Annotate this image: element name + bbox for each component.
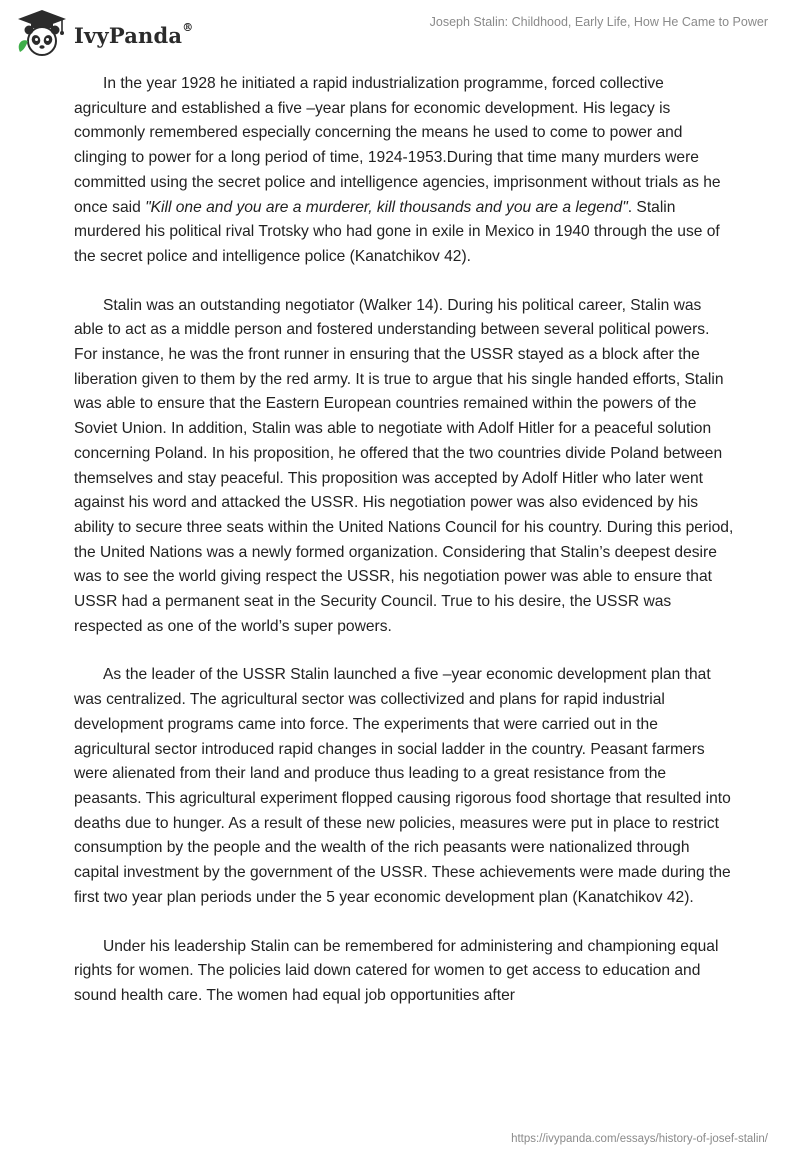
paragraph-1-text-end: . Stalin murdered his political rival Trotsky who had gone in exile in Mexico in 1940 through the use of the secret police and intelligence police (Kanatchikov 42). [74,198,720,265]
page-header [0,0,800,70]
document-title: Joseph Stalin: Childhood, Early Life, How He Came to Power [429,15,768,29]
paragraph-1-quote: "Kill one and you are a murderer, kill thousands and you are a legend" [145,198,628,216]
paragraph-2: Stalin was an outstanding negotiator (Walker 14). During his political career, Stalin was able to act as a middle person and fostered understanding between several political powers. For instance, he was the front runner in ensuring that the USSR stayed as a block after the liberation given to them by the red army. It is true to argue that his single handed efforts, Stalin was able to ensure that the Eastern European countries remained within the powers of the Soviet Union. In addition, Stalin was able to negotiate with Adolf Hitler for a peaceful solution concerning Poland. In his proposition, he offered that the two countries divide Poland between themselves and stay peaceful. This proposition was accepted by Adolf Hitler who later went against his word and attacked the USSR. His negotiation power was also evidenced by his ability to secure three seats within the United Nations Council for his country. During this period, the United Nations was a newly formed organization. Considering that Stalin’s deepest desire was to see the world giving respect the USSR, his negotiation power was able to ensure that USSR had a permanent seat in the Security Council. True to his desire, the USSR was respected as one of the world’s super powers. [74,296,734,635]
paragraph-4: Under his leadership Stalin can be remembered for administering and championing equal rights for women. The policies laid down catered for women to get access to education and sound health care. The women had equal job opportunities after [74,937,719,1004]
essay-body [74,72,734,1033]
source-url[interactable]: https://ivypanda.com/essays/history-of-josef-stalin/ [511,1133,768,1145]
registered-mark: ® [182,20,194,34]
paragraph-3: As the leader of the USSR Stalin launched a five –year economic development plan that was centralized. The agricultural sector was collectivized and plans for rapid industrial development programs came into force. The experiments that were carried out in the agricultural sector introduced rapid changes in social ladder in the country. Peasant farmers were alienated from their land and produce thus leading to a great resistance from the peasants. This agricultural experiment flopped causing rigorous food shortage that resulted into deaths due to hunger. As a result of these new policies, measures were put in place to restrict consumption by the people and the wealth of the rich peasants were nationalized through capital investment by the government of the USSR. These achievements were made during the first two year plan periods under the 5 year economic development plan (Kanatchikov 42). [74,666,731,906]
brand-logo[interactable] [14,8,193,58]
paragraph-1-text: In the year 1928 he initiated a rapid industrialization programme, forced collective agriculture and established a five –year plans for economic development. His legacy is commonly remembered especially concerning the means he used to come to power and clinging to power for a long period of time, 1924-1953.During that time many murders were committed using the secret police and intelligence agencies, imprisonment without trials as he once said [74,75,721,216]
panda-graduate-icon [14,8,70,58]
paragraph-1 [74,72,734,270]
brand-name: IvyPanda® [74,20,194,48]
